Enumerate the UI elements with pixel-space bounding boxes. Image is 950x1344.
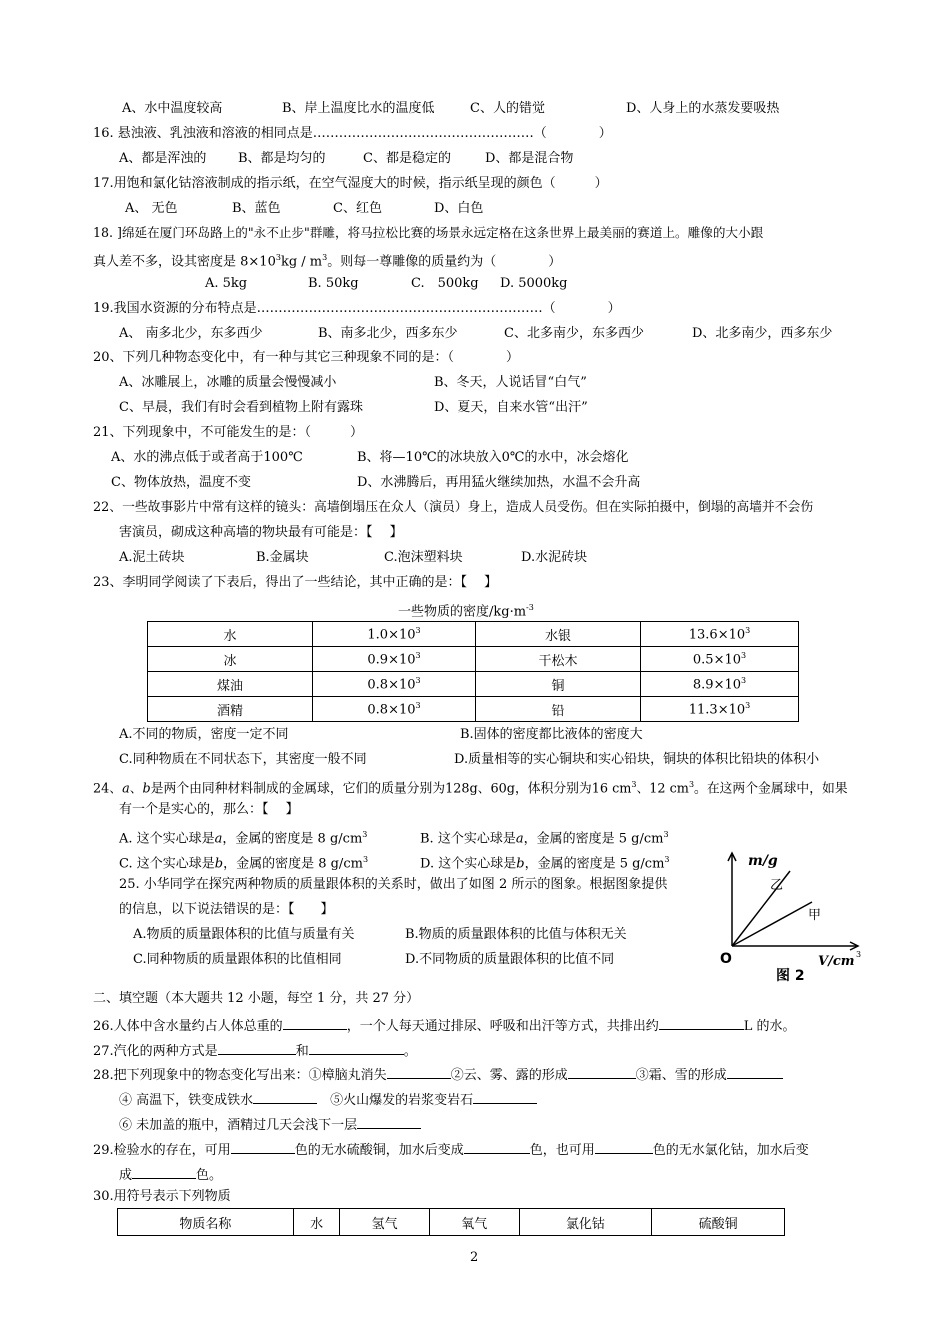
q24-option-d: D. 这个实心球是b，金属的密度是 5 $g/cm^3$ <box>420 855 670 872</box>
q16-option-d: D、都是混合物 <box>485 151 574 166</box>
q16-stem: 16. 悬浊液、乳浊液和溶液的相同点是……………………………………………（ ） <box>93 126 612 141</box>
q24-line1: 24、a、b是两个由同种材料制成的金属球，它们的质量分别为128g、60g，体积分别为16 $cm^3$、12 $cm^3$。在这两个金属球中，如果 <box>93 780 848 797</box>
table-row: 物质名称 水 氢气 氧气 氯化钴 硫酸铜 <box>118 1209 785 1236</box>
q21-option-c: C、物体放热，温度不变 <box>111 475 251 490</box>
q21-option-a: A、水的沸点低于或者高于100℃ <box>111 450 303 465</box>
q22-option-d: D.水泥砖块 <box>521 550 588 565</box>
q17-option-a: A、 无色 <box>125 201 178 216</box>
symbol-table <box>117 1208 785 1236</box>
q28-line2: ④ 高温下，铁变成铁水 ⑤火山爆发的岩浆变岩石 <box>119 1089 537 1110</box>
q23-option-c: C.同种物质在不同状态下，其密度一般不同 <box>119 752 367 767</box>
page-number: 2 <box>470 1250 479 1265</box>
q23-stem: 23、李明同学阅读了下表后，得出了一些结论，其中正确的是：【 】 <box>93 575 498 590</box>
q19-option-c: C、北多南少，东多西少 <box>504 326 644 341</box>
q19-option-d: D、北多南少，西多东少 <box>692 326 833 341</box>
answer-blank[interactable] <box>218 1040 296 1055</box>
q16-option-c: C、都是稳定的 <box>363 151 451 166</box>
q21-option-b: B、将—10℃的冰块放入0℃的水中，冰会熔化 <box>357 450 629 465</box>
answer-blank[interactable] <box>231 1139 295 1154</box>
q19-stem: 19.我国水资源的分布特点是…………………………………………………………（ ） <box>93 301 621 316</box>
q25-option-b: B.物质的质量跟体积的比值与体积无关 <box>405 927 627 942</box>
q30-stem: 30.用符号表示下列物质 <box>93 1189 231 1204</box>
q24-option-a: A. 这个实心球是a，金属的密度是 8 $g/cm^3$ <box>119 830 368 847</box>
table-row: 酒精 $0.8\times 10^3$ 铅 $11.3\times 10^3$ <box>148 697 799 722</box>
q20-option-a: A、冰雕展上，冰雕的质量会慢慢减小 <box>119 375 337 390</box>
mass-volume-graph <box>708 845 868 985</box>
q20-option-b: B、冬天，人说话冒“白气” <box>434 375 587 390</box>
q17-option-d: D、白色 <box>434 201 484 216</box>
q23-option-a: A.不同的物质，密度一定不同 <box>119 727 289 742</box>
q22-line1: 22、一些故事影片中常有这样的镜头：高墙倒塌压在众人（演员）身上，造成人员受伤。但在实际拍摄中，倒塌的高墙并不会伤 <box>93 500 814 515</box>
line-yi-label: 乙 <box>770 878 784 893</box>
q24-option-c: C. 这个实心球是b，金属的密度是 8 $g/cm^3$ <box>119 855 369 872</box>
q19-option-a: A、 南多北少，东多西少 <box>119 326 263 341</box>
origin-label: O <box>720 951 732 967</box>
answer-blank[interactable] <box>595 1139 653 1154</box>
q15-option-b: B、岸上温度比水的温度低 <box>282 101 435 116</box>
q17-option-b: B、蓝色 <box>232 201 281 216</box>
q25-option-c: C.同种物质的质量跟体积的比值相同 <box>133 952 342 967</box>
q18-option-c: C. 500kg <box>411 276 479 291</box>
table-row: 煤油 $0.8\times 10^3$ 铜 $8.9\times 10^3$ <box>148 672 799 697</box>
table-row: 冰 $0.9\times 10^3$ 干松木 $0.5\times 10^3$ <box>148 647 799 672</box>
answer-blank[interactable] <box>727 1064 783 1079</box>
answer-blank[interactable] <box>568 1064 636 1079</box>
q19-option-b: B、南多北少，西多东少 <box>318 326 458 341</box>
answer-blank[interactable] <box>283 1015 347 1030</box>
q25-line2: 的信息，以下说法错误的是：【 】 <box>119 902 334 917</box>
q21-option-d: D、水沸腾后，再用猛火继续加热，水温不会升高 <box>357 475 641 490</box>
q18-option-b: B. 50kg <box>308 276 359 291</box>
line-jia-label: 甲 <box>808 908 822 923</box>
answer-blank[interactable] <box>253 1089 317 1104</box>
q18-line1: 18. ]绵延在厦门环岛路上的"永不止步"群雕，将马拉松比赛的场景永远定格在这条世界上最美丽的赛道上。雕像的大小跟 <box>93 225 764 240</box>
answer-blank[interactable] <box>387 1064 451 1079</box>
q20-stem: 20、下列几种物态变化中，有一种与其它三种现象不同的是：（ ） <box>93 350 520 365</box>
q28-line1: 28.把下列现象中的物态变化写出来：①樟脑丸消失 ②云、雾、露的形成 ③霜、雪的形成 <box>93 1064 783 1085</box>
q16-option-b: B、都是均匀的 <box>238 151 326 166</box>
x-axis-label-exp: 3 <box>856 950 862 959</box>
answer-blank[interactable] <box>473 1089 537 1104</box>
q22-line2: 害演员，砌成这种高墙的物块最有可能是：【 】 <box>119 525 403 540</box>
graph-caption: 图 2 <box>776 968 805 984</box>
q15-option-c: C、人的错觉 <box>470 101 545 116</box>
q29-line1: 29.检验水的存在，可用 色的无水硫酸铜，加水后变成 色，也可用 色的无水氯化钴，加水后变 <box>93 1139 809 1160</box>
q25-line1: 25. 小华同学在探究两种物质的质量跟体积的关系时，做出了如图 2 所示的图象。根据图象提供 <box>119 877 668 892</box>
q20-option-d: D、夏天，自来水管“出汗” <box>434 400 588 415</box>
q25-option-a: A.物质的质量跟体积的比值与质量有关 <box>133 927 355 942</box>
x-axis-label: V/cm <box>818 954 855 969</box>
table-caption: 一些物质的密度$/kg\cdot m^{-3}$ <box>398 603 534 620</box>
q17-stem: 17.用饱和氯化钴溶液制成的指示纸，在空气湿度大的时候，指示纸呈现的颜色（ ） <box>93 176 608 191</box>
q18-option-d: D. 5000kg <box>500 276 568 291</box>
answer-blank[interactable] <box>357 1114 421 1129</box>
line-jia <box>732 902 812 946</box>
q16-option-a: A、都是浑浊的 <box>119 151 207 166</box>
q22-option-c: C.泡沫塑料块 <box>384 550 463 565</box>
q29-line2: 成 色。 <box>119 1164 222 1185</box>
q28-line3: ⑥ 未加盖的瓶中，酒精过几天会浅下一层 <box>119 1114 421 1135</box>
density-table <box>147 621 799 722</box>
q27: 27.汽化的两种方式是 和 。 <box>93 1040 417 1061</box>
answer-blank[interactable] <box>132 1164 196 1179</box>
q15-option-d: D、人身上的水蒸发要吸热 <box>626 101 780 116</box>
q22-option-b: B.金属块 <box>256 550 309 565</box>
answer-blank[interactable] <box>309 1040 404 1055</box>
q25-option-d: D.不同物质的质量跟体积的比值不同 <box>405 952 615 967</box>
q23-option-d: D.质量相等的实心铜块和实心铅块，铜块的体积比铅块的体积小 <box>454 752 820 767</box>
q24-line2: 有一个是实心的，那么：【 】 <box>119 802 299 817</box>
q15-option-a: A、水中温度较高 <box>122 101 223 116</box>
q17-option-c: C、红色 <box>333 201 382 216</box>
q23-option-b: B.固体的密度都比液体的密度大 <box>460 727 643 742</box>
q26: 26.人体中含水量约占人体总重的 ，一个人每天通过排尿、呼吸和出汗等方式，共排出约 L 的水。 <box>93 1015 795 1036</box>
q22-option-a: A.泥土砖块 <box>119 550 185 565</box>
table-row: 水 $1.0\times 10^3$ 水银 $13.6\times 10^3$ <box>148 622 799 647</box>
q18-line2: 真人差不多，设其密度是 $8\times 10^3kg / m^3$。则每一尊雕像的质量约为（ ） <box>93 253 562 270</box>
q20-option-c: C、早晨，我们有时会看到植物上附有露珠 <box>119 400 363 415</box>
section-title: 二、填空题（本大题共 12 小题，每空 1 分，共 27 分） <box>93 991 420 1006</box>
q18-option-a: A. 5kg <box>205 276 248 291</box>
y-axis-label: m/g <box>748 853 778 869</box>
answer-blank[interactable] <box>464 1139 530 1154</box>
q21-stem: 21、下列现象中，不可能发生的是：（ ） <box>93 425 364 440</box>
answer-blank[interactable] <box>659 1015 744 1030</box>
q24-option-b: B. 这个实心球是a，金属的密度是 5 $g/cm^3$ <box>420 830 669 847</box>
